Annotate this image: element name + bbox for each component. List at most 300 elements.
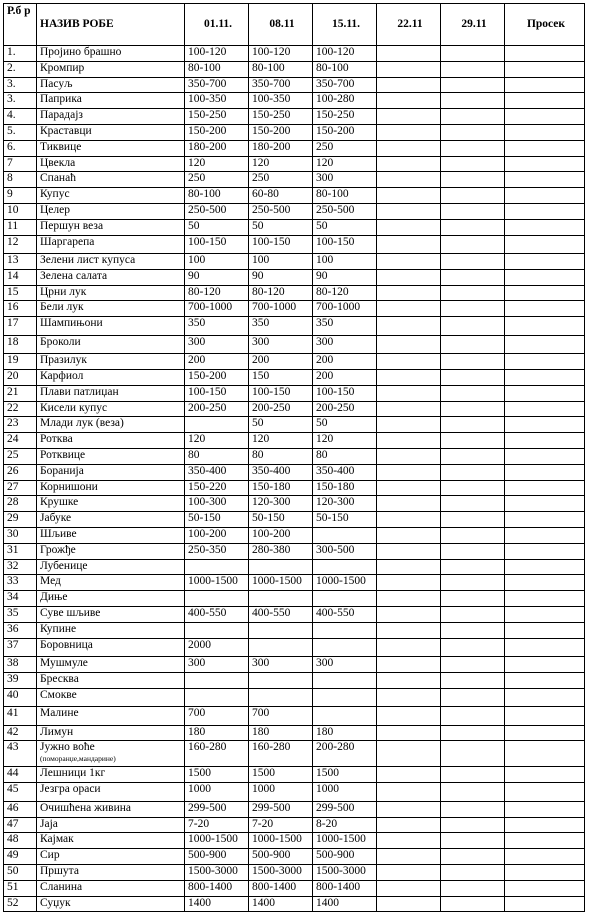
cell-product-name: Пршута	[37, 864, 185, 880]
cell-row-number: 44	[4, 767, 37, 783]
cell-product-name: Корнишони	[37, 480, 185, 496]
cell-price-date-1: 100-150	[185, 235, 249, 254]
cell-average	[505, 528, 585, 544]
cell-price-date-1: 150-200	[185, 370, 249, 386]
cell-row-number: 19	[4, 354, 37, 370]
cell-average	[505, 512, 585, 528]
cell-price-date-1: 400-550	[185, 607, 249, 623]
table-row	[4, 140, 585, 156]
cell-row-number: 23	[4, 417, 37, 433]
cell-price-date-3: 299-500	[313, 801, 377, 817]
cell-average	[505, 46, 585, 62]
cell-product-name: Суве шљиве	[37, 607, 185, 623]
cell-product-name: Паприка	[37, 93, 185, 109]
cell-price-date-2: 180	[249, 725, 313, 741]
cell-price-date-4	[377, 896, 441, 912]
cell-price-date-2: 250-500	[249, 203, 313, 219]
table-row	[4, 607, 585, 623]
cell-row-number: 5.	[4, 124, 37, 140]
cell-average	[505, 801, 585, 817]
cell-price-date-5	[441, 188, 505, 204]
cell-product-name: Лешници 1кг	[37, 767, 185, 783]
cell-product-name: Лубенице	[37, 559, 185, 575]
cell-price-date-2: 100-120	[249, 46, 313, 62]
table-row	[4, 767, 585, 783]
cell-price-date-2: 250	[249, 172, 313, 188]
cell-product-name: Карфиол	[37, 370, 185, 386]
table-row	[4, 219, 585, 235]
table-row	[4, 46, 585, 62]
table-row	[4, 638, 585, 657]
cell-average	[505, 672, 585, 688]
cell-price-date-1	[185, 591, 249, 607]
table-row	[4, 354, 585, 370]
cell-product-name: Шампињони	[37, 317, 185, 336]
cell-price-date-2: 350	[249, 317, 313, 336]
cell-row-number: 28	[4, 496, 37, 512]
cell-row-number: 41	[4, 707, 37, 726]
cell-row-number: 3.	[4, 93, 37, 109]
cell-price-date-2: 1000-1500	[249, 833, 313, 849]
table-row	[4, 575, 585, 591]
cell-row-number: 35	[4, 607, 37, 623]
header-date-1: 01.11.	[185, 4, 249, 46]
cell-product-name: Мед	[37, 575, 185, 591]
cell-price-date-4	[377, 817, 441, 833]
cell-product-name: Спанаћ	[37, 172, 185, 188]
cell-price-date-5	[441, 385, 505, 401]
cell-price-date-4	[377, 849, 441, 865]
table-row	[4, 496, 585, 512]
cell-price-date-4	[377, 269, 441, 285]
cell-product-name: Јаја	[37, 817, 185, 833]
header-date-4: 22.11	[377, 4, 441, 46]
cell-price-date-5	[441, 140, 505, 156]
cell-price-date-1: 200	[185, 354, 249, 370]
cell-row-number: 21	[4, 385, 37, 401]
cell-price-date-4	[377, 335, 441, 354]
cell-product-name: Шљиве	[37, 528, 185, 544]
cell-price-date-2: 50-150	[249, 512, 313, 528]
cell-price-date-4	[377, 370, 441, 386]
cell-row-number: 51	[4, 880, 37, 896]
cell-price-date-2: 700	[249, 707, 313, 726]
cell-average	[505, 172, 585, 188]
table-row	[4, 203, 585, 219]
cell-price-date-1: 100-350	[185, 93, 249, 109]
cell-price-date-5	[441, 269, 505, 285]
cell-price-date-3: 150-200	[313, 124, 377, 140]
cell-average	[505, 896, 585, 912]
cell-average	[505, 109, 585, 125]
table-row	[4, 156, 585, 172]
cell-price-date-3: 100-120	[313, 46, 377, 62]
cell-price-date-2: 150	[249, 370, 313, 386]
cell-price-date-3: 80-100	[313, 61, 377, 77]
cell-price-date-5	[441, 896, 505, 912]
cell-row-number: 20	[4, 370, 37, 386]
cell-price-date-4	[377, 767, 441, 783]
cell-price-date-2: 80	[249, 449, 313, 465]
cell-product-name: Крушке	[37, 496, 185, 512]
cell-price-date-3: 200-280	[313, 741, 377, 767]
cell-row-number: 32	[4, 559, 37, 575]
cell-price-date-3: 120	[313, 156, 377, 172]
cell-row-number: 9	[4, 188, 37, 204]
cell-product-name: Цвекла	[37, 156, 185, 172]
cell-price-date-3: 1500-3000	[313, 864, 377, 880]
cell-price-date-3: 90	[313, 269, 377, 285]
cell-average	[505, 269, 585, 285]
cell-price-date-3	[313, 622, 377, 638]
cell-price-date-2	[249, 672, 313, 688]
cell-price-date-4	[377, 317, 441, 336]
table-row	[4, 896, 585, 912]
table-row	[4, 622, 585, 638]
cell-row-number: 50	[4, 864, 37, 880]
cell-average	[505, 301, 585, 317]
cell-price-date-2: 150-200	[249, 124, 313, 140]
table-row	[4, 833, 585, 849]
cell-row-number: 49	[4, 849, 37, 865]
cell-price-date-2: 1000-1500	[249, 575, 313, 591]
table-row	[4, 657, 585, 673]
price-table	[3, 3, 585, 912]
cell-row-number: 36	[4, 622, 37, 638]
cell-row-number: 31	[4, 543, 37, 559]
cell-price-date-3: 350-700	[313, 77, 377, 93]
cell-average	[505, 235, 585, 254]
cell-price-date-3: 1000	[313, 783, 377, 802]
cell-price-date-3: 1500	[313, 767, 377, 783]
cell-row-number: 38	[4, 657, 37, 673]
cell-price-date-3: 80	[313, 449, 377, 465]
cell-price-date-5	[441, 512, 505, 528]
cell-price-date-1: 299-500	[185, 801, 249, 817]
cell-average	[505, 188, 585, 204]
cell-price-date-3	[313, 707, 377, 726]
cell-price-date-2: 60-80	[249, 188, 313, 204]
table-row	[4, 109, 585, 125]
cell-price-date-1: 100	[185, 254, 249, 270]
cell-price-date-4	[377, 512, 441, 528]
cell-price-date-1: 350-400	[185, 464, 249, 480]
cell-price-date-1: 160-280	[185, 741, 249, 767]
cell-product-name: Ротква	[37, 433, 185, 449]
cell-price-date-4	[377, 172, 441, 188]
cell-price-date-4	[377, 880, 441, 896]
cell-price-date-1: 120	[185, 156, 249, 172]
cell-price-date-2	[249, 638, 313, 657]
cell-price-date-5	[441, 688, 505, 707]
cell-row-number: 15	[4, 285, 37, 301]
cell-price-date-2: 299-500	[249, 801, 313, 817]
cell-price-date-2: 1500	[249, 767, 313, 783]
cell-average	[505, 707, 585, 726]
cell-price-date-2	[249, 688, 313, 707]
cell-average	[505, 124, 585, 140]
cell-product-name: Бели лук	[37, 301, 185, 317]
table-row	[4, 385, 585, 401]
table-body	[4, 46, 585, 912]
cell-average	[505, 385, 585, 401]
cell-average	[505, 93, 585, 109]
table-row	[4, 591, 585, 607]
cell-price-date-4	[377, 219, 441, 235]
cell-product-name: Купине	[37, 622, 185, 638]
header-product-name: НАЗИВ РОБЕ	[37, 4, 185, 46]
cell-product-name: Јабуке	[37, 512, 185, 528]
cell-product-name: Боранија	[37, 464, 185, 480]
table-row	[4, 543, 585, 559]
cell-price-date-4	[377, 638, 441, 657]
cell-row-number: 7	[4, 156, 37, 172]
header-date-2: 08.11	[249, 4, 313, 46]
cell-price-date-3: 180	[313, 725, 377, 741]
cell-price-date-5	[441, 464, 505, 480]
cell-row-number: 8	[4, 172, 37, 188]
cell-average	[505, 864, 585, 880]
cell-product-name: Мушмуле	[37, 657, 185, 673]
cell-price-date-3	[313, 672, 377, 688]
cell-price-date-1: 120	[185, 433, 249, 449]
cell-price-date-4	[377, 496, 441, 512]
cell-price-date-4	[377, 385, 441, 401]
cell-price-date-5	[441, 77, 505, 93]
cell-price-date-4	[377, 109, 441, 125]
cell-row-number: 43	[4, 741, 37, 767]
cell-price-date-3: 300	[313, 172, 377, 188]
cell-price-date-1: 50-150	[185, 512, 249, 528]
cell-price-date-4	[377, 622, 441, 638]
cell-product-name: Зелена салата	[37, 269, 185, 285]
cell-price-date-4	[377, 672, 441, 688]
table-row	[4, 77, 585, 93]
table-row	[4, 672, 585, 688]
cell-price-date-1: 80-100	[185, 188, 249, 204]
cell-price-date-4	[377, 285, 441, 301]
table-row	[4, 725, 585, 741]
cell-price-date-3: 50	[313, 417, 377, 433]
cell-price-date-3: 700-1000	[313, 301, 377, 317]
cell-row-number: 16	[4, 301, 37, 317]
cell-price-date-1: 250-500	[185, 203, 249, 219]
cell-row-number: 40	[4, 688, 37, 707]
cell-row-number: 37	[4, 638, 37, 657]
cell-price-date-3: 80-120	[313, 285, 377, 301]
cell-price-date-3: 150-250	[313, 109, 377, 125]
cell-price-date-4	[377, 417, 441, 433]
cell-price-date-5	[441, 767, 505, 783]
cell-price-date-1: 150-250	[185, 109, 249, 125]
cell-price-date-2: 200-250	[249, 401, 313, 417]
cell-price-date-5	[441, 849, 505, 865]
cell-price-date-1: 80-120	[185, 285, 249, 301]
cell-price-date-2: 350-400	[249, 464, 313, 480]
cell-price-date-5	[441, 203, 505, 219]
cell-price-date-3: 300	[313, 657, 377, 673]
table-row	[4, 559, 585, 575]
cell-product-name: Јужно воће (поморанџе,мандарине)	[37, 741, 185, 767]
cell-price-date-1: 1400	[185, 896, 249, 912]
cell-price-date-4	[377, 235, 441, 254]
cell-average	[505, 817, 585, 833]
cell-price-date-1: 250-350	[185, 543, 249, 559]
cell-price-date-2: 1500-3000	[249, 864, 313, 880]
cell-price-date-5	[441, 93, 505, 109]
cell-price-date-3	[313, 638, 377, 657]
cell-price-date-5	[441, 559, 505, 575]
table-row	[4, 464, 585, 480]
cell-average	[505, 622, 585, 638]
cell-price-date-5	[441, 354, 505, 370]
cell-price-date-4	[377, 707, 441, 726]
cell-price-date-4	[377, 543, 441, 559]
cell-price-date-1: 150-200	[185, 124, 249, 140]
cell-row-number: 12	[4, 235, 37, 254]
cell-price-date-3: 500-900	[313, 849, 377, 865]
cell-product-name: Кромпир	[37, 61, 185, 77]
cell-price-date-3: 200	[313, 354, 377, 370]
cell-price-date-1: 800-1400	[185, 880, 249, 896]
cell-price-date-5	[441, 46, 505, 62]
cell-average	[505, 575, 585, 591]
cell-price-date-5	[441, 741, 505, 767]
cell-price-date-1: 100-200	[185, 528, 249, 544]
cell-price-date-4	[377, 401, 441, 417]
cell-price-date-5	[441, 622, 505, 638]
table-row	[4, 317, 585, 336]
cell-price-date-4	[377, 688, 441, 707]
cell-price-date-3: 1000-1500	[313, 575, 377, 591]
cell-average	[505, 464, 585, 480]
cell-price-date-5	[441, 607, 505, 623]
cell-price-date-4	[377, 607, 441, 623]
table-header-row	[4, 4, 585, 46]
cell-row-number: 33	[4, 575, 37, 591]
cell-price-date-2: 120-300	[249, 496, 313, 512]
cell-price-date-2: 500-900	[249, 849, 313, 865]
cell-product-name: Грожђе	[37, 543, 185, 559]
cell-price-date-4	[377, 801, 441, 817]
cell-price-date-2: 160-280	[249, 741, 313, 767]
cell-row-number: 47	[4, 817, 37, 833]
cell-product-name: Броколи	[37, 335, 185, 354]
cell-price-date-3: 50	[313, 219, 377, 235]
cell-price-date-2: 1000	[249, 783, 313, 802]
cell-price-date-5	[441, 401, 505, 417]
cell-price-date-3: 800-1400	[313, 880, 377, 896]
cell-price-date-5	[441, 496, 505, 512]
cell-average	[505, 203, 585, 219]
cell-row-number: 25	[4, 449, 37, 465]
cell-price-date-5	[441, 543, 505, 559]
cell-price-date-2: 100-200	[249, 528, 313, 544]
cell-price-date-5	[441, 235, 505, 254]
cell-price-date-1: 180-200	[185, 140, 249, 156]
cell-price-date-4	[377, 864, 441, 880]
cell-product-name: Тиквице	[37, 140, 185, 156]
table-row	[4, 849, 585, 865]
table-row	[4, 480, 585, 496]
cell-row-number: 34	[4, 591, 37, 607]
cell-price-date-3: 120-300	[313, 496, 377, 512]
cell-price-date-1: 250	[185, 172, 249, 188]
cell-product-name: Очишћена живина	[37, 801, 185, 817]
cell-product-name: Бресква	[37, 672, 185, 688]
cell-price-date-1: 100-120	[185, 46, 249, 62]
cell-price-date-2: 7-20	[249, 817, 313, 833]
cell-price-date-1: 90	[185, 269, 249, 285]
cell-price-date-5	[441, 833, 505, 849]
cell-price-date-5	[441, 172, 505, 188]
cell-price-date-5	[441, 335, 505, 354]
cell-row-number: 6.	[4, 140, 37, 156]
cell-price-date-4	[377, 591, 441, 607]
cell-average	[505, 370, 585, 386]
cell-average	[505, 449, 585, 465]
cell-price-date-3: 250-500	[313, 203, 377, 219]
cell-average	[505, 254, 585, 270]
cell-product-name: Сир	[37, 849, 185, 865]
table-row	[4, 741, 585, 767]
cell-price-date-5	[441, 817, 505, 833]
cell-price-date-5	[441, 864, 505, 880]
table-row	[4, 864, 585, 880]
cell-price-date-1: 7-20	[185, 817, 249, 833]
header-average: Просек	[505, 4, 585, 46]
cell-price-date-5	[441, 672, 505, 688]
cell-price-date-4	[377, 77, 441, 93]
cell-average	[505, 657, 585, 673]
cell-price-date-2: 100-150	[249, 385, 313, 401]
cell-average	[505, 591, 585, 607]
cell-price-date-2: 100	[249, 254, 313, 270]
cell-price-date-3: 200	[313, 370, 377, 386]
cell-price-date-2: 300	[249, 657, 313, 673]
cell-price-date-1: 300	[185, 657, 249, 673]
cell-average	[505, 219, 585, 235]
table-row	[4, 528, 585, 544]
cell-row-number: 2.	[4, 61, 37, 77]
cell-average	[505, 285, 585, 301]
cell-product-name: Суџук	[37, 896, 185, 912]
cell-price-date-3	[313, 688, 377, 707]
cell-product-name: Шаргарепа	[37, 235, 185, 254]
cell-price-date-5	[441, 317, 505, 336]
cell-price-date-1: 350-700	[185, 77, 249, 93]
cell-price-date-1: 180	[185, 725, 249, 741]
cell-price-date-3: 100-280	[313, 93, 377, 109]
cell-price-date-5	[441, 433, 505, 449]
cell-price-date-2	[249, 622, 313, 638]
cell-price-date-3: 400-550	[313, 607, 377, 623]
cell-row-number: 45	[4, 783, 37, 802]
cell-average	[505, 140, 585, 156]
cell-price-date-4	[377, 124, 441, 140]
cell-price-date-5	[441, 638, 505, 657]
cell-row-number: 14	[4, 269, 37, 285]
cell-row-number: 17	[4, 317, 37, 336]
cell-average	[505, 156, 585, 172]
cell-price-date-5	[441, 219, 505, 235]
cell-average	[505, 849, 585, 865]
cell-price-date-2: 50	[249, 219, 313, 235]
cell-average	[505, 417, 585, 433]
cell-price-date-5	[441, 880, 505, 896]
cell-price-date-4	[377, 254, 441, 270]
cell-product-name: Кисели купус	[37, 401, 185, 417]
